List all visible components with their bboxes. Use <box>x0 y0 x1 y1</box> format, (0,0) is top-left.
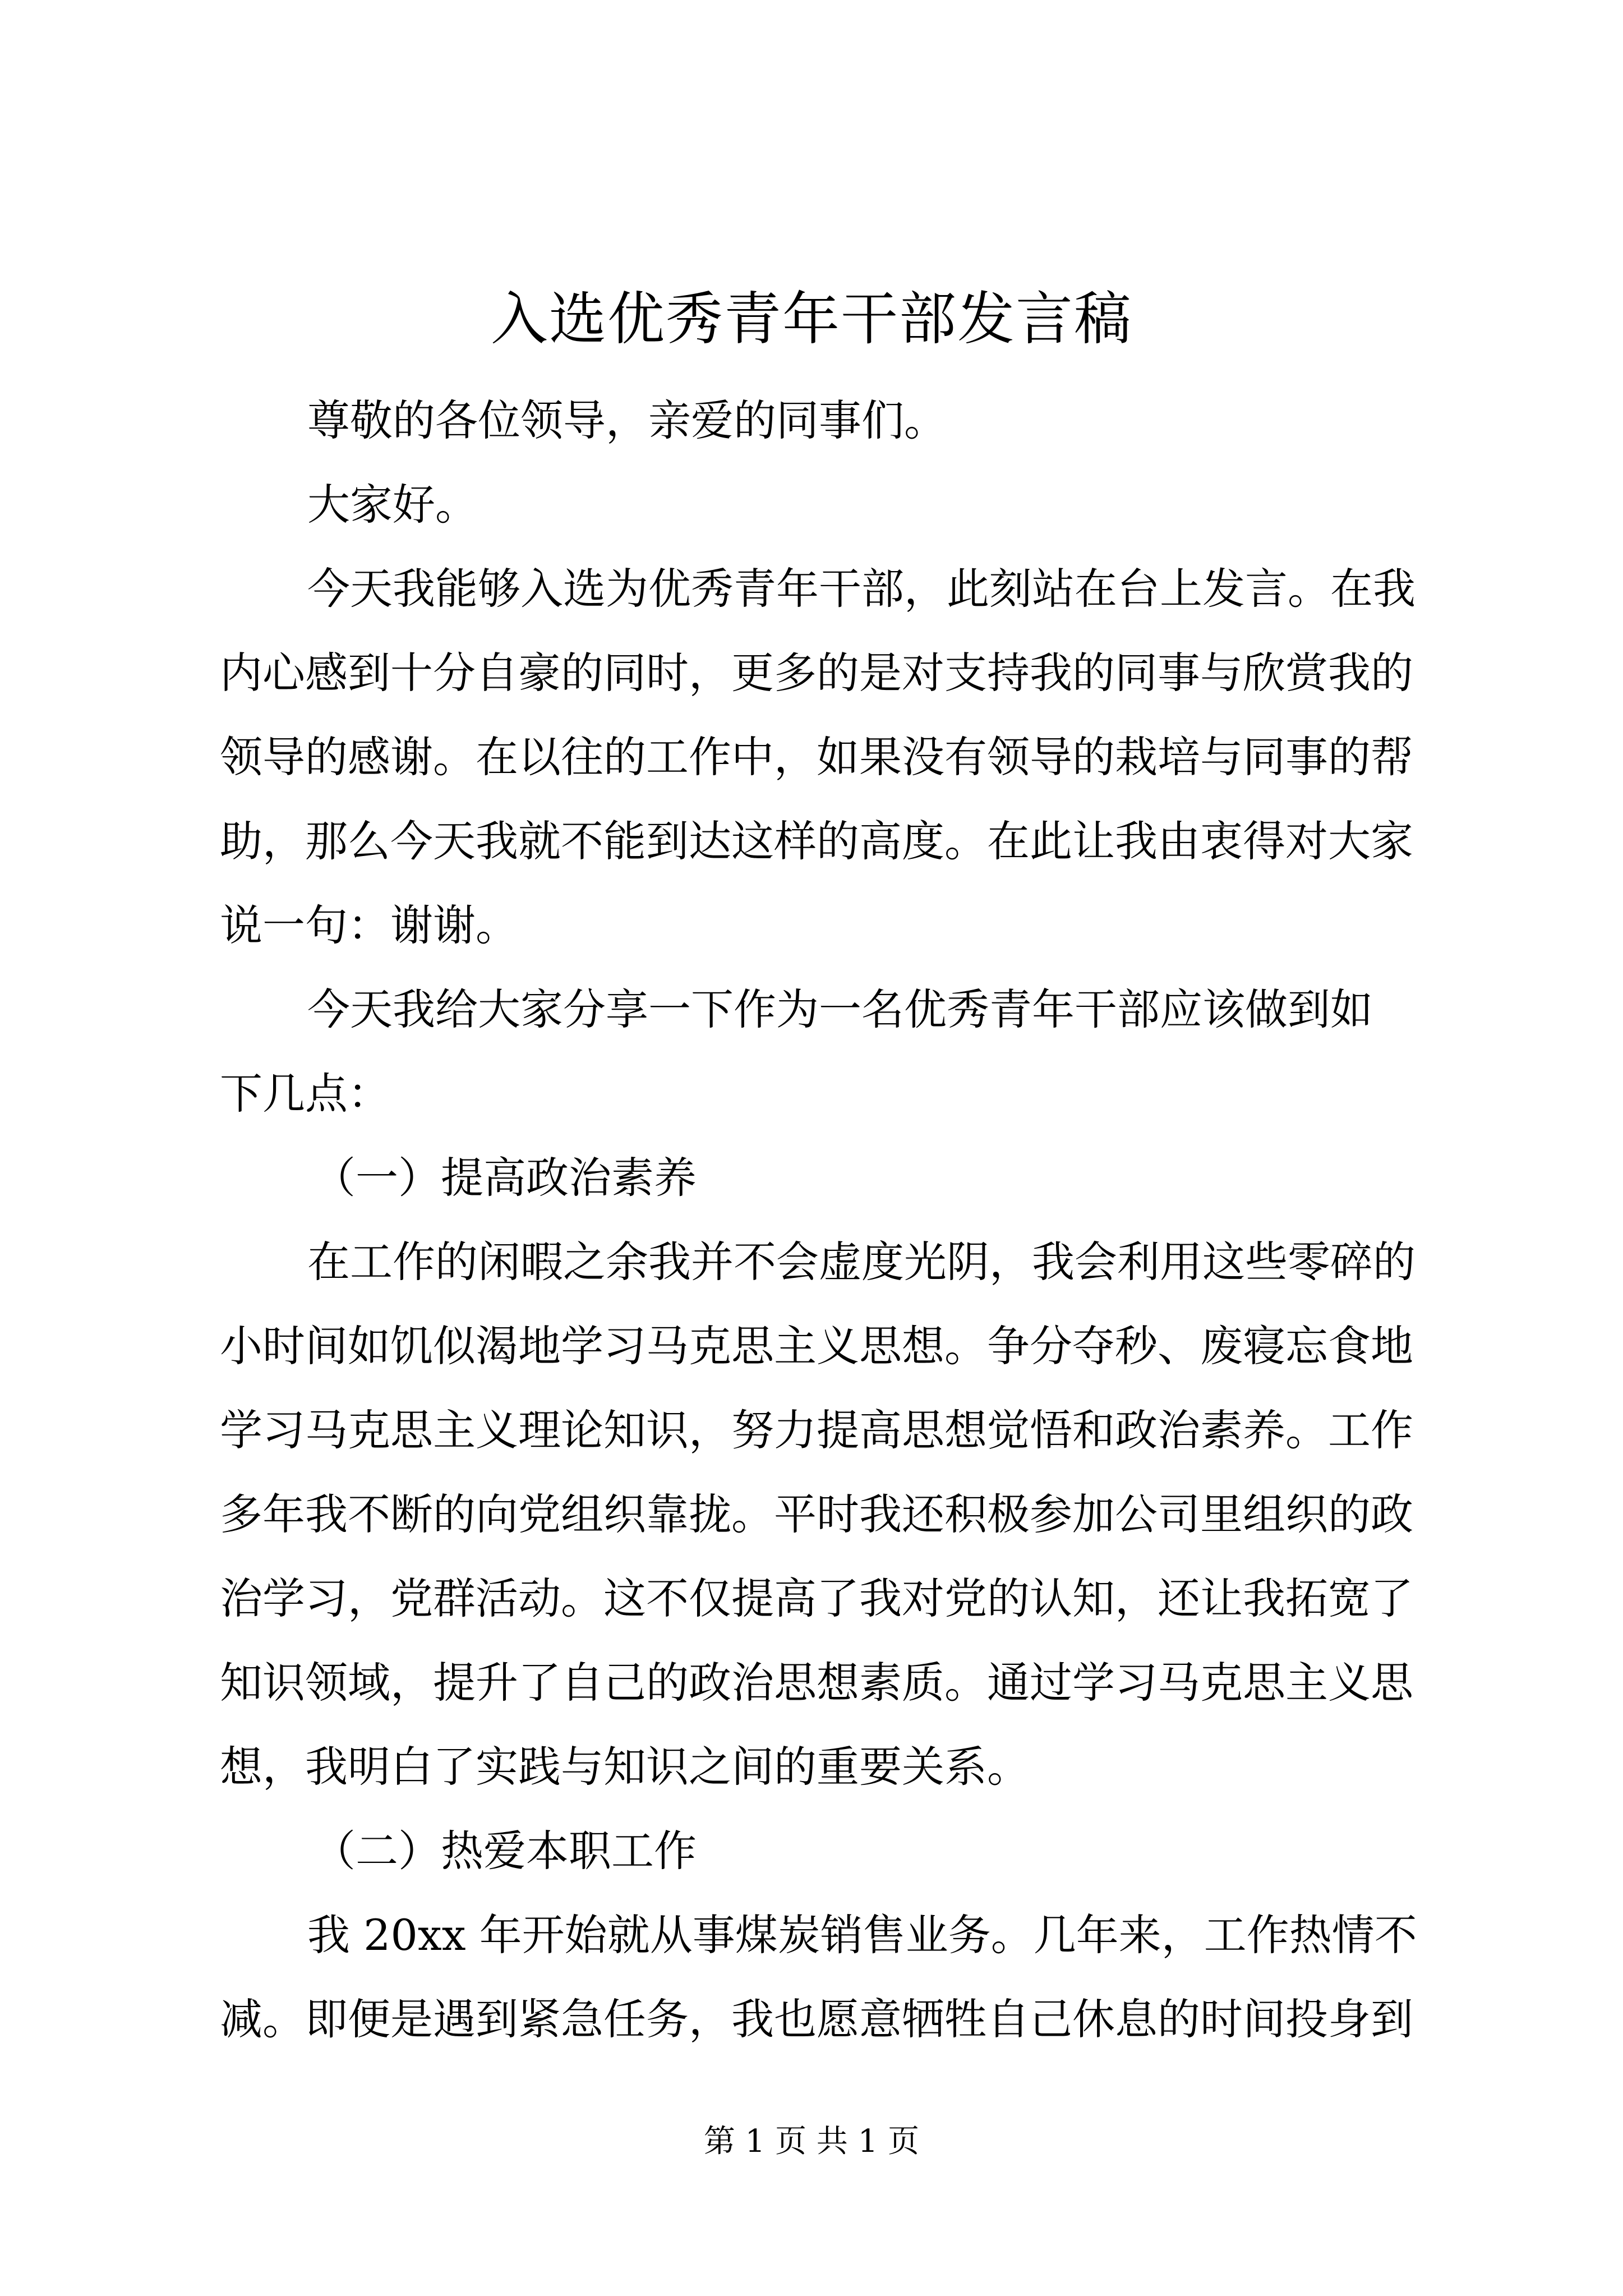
paragraph-line: 我 20xx 年开始就从事煤炭销售业务。几年来，工作热情不 <box>307 1910 1417 1960</box>
paragraph-line: 想，我明白了实践与知识之间的重要关系。 <box>220 1742 1030 1792</box>
paragraph-line: 内心感到十分自豪的同时，更多的是对支持我的同事与欣赏我的 <box>220 648 1413 698</box>
paragraph-line-salutation: 尊敬的各位领导，亲爱的同事们。 <box>307 395 947 445</box>
paragraph-line: 学习马克思主义理论知识，努力提高思想觉悟和政治素养。工作 <box>220 1405 1413 1455</box>
section-heading-2: （二）热爱本职工作 <box>313 1826 697 1876</box>
paragraph-line: 助，那么今天我就不能到达这样的高度。在此让我由衷得对大家 <box>220 816 1413 866</box>
paragraph-line: 在工作的闲暇之余我并不会虚度光阴，我会利用这些零碎的 <box>307 1237 1415 1287</box>
paragraph-line: 多年我不断的向党组织靠拢。平时我还积极参加公司里组织的政 <box>220 1489 1413 1539</box>
paragraph-line: 治学习，党群活动。这不仅提高了我对党的认知，还让我拓宽了 <box>220 1573 1413 1623</box>
paragraph-line-greeting: 大家好。 <box>307 480 478 530</box>
paragraph-line: 说一句：谢谢。 <box>220 900 518 950</box>
paragraph-line: 领导的感谢。在以往的工作中，如果没有领导的栽培与同事的帮 <box>220 732 1413 782</box>
section-heading-1: （一）提高政治素养 <box>313 1153 697 1203</box>
document-title: 入选优秀青年干部发言稿 <box>491 286 1132 353</box>
paragraph-line: 小时间如饥似渴地学习马克思主义思想。争分夺秒、废寝忘食地 <box>220 1321 1413 1371</box>
paragraph-line: 今天我能够入选为优秀青年干部，此刻站在台上发言。在我 <box>307 564 1415 614</box>
paragraph-line: 下几点： <box>220 1069 390 1119</box>
paragraph-line: 减。即便是遇到紧急任务，我也愿意牺牲自己休息的时间投身到 <box>220 1994 1413 2044</box>
paragraph-line: 知识领域，提升了自己的政治思想素质。通过学习马克思主义思 <box>220 1658 1413 1708</box>
page-footer: 第 1 页 共 1 页 <box>703 2123 920 2160</box>
paragraph-line: 今天我给大家分享一下作为一名优秀青年干部应该做到如 <box>307 984 1373 1034</box>
